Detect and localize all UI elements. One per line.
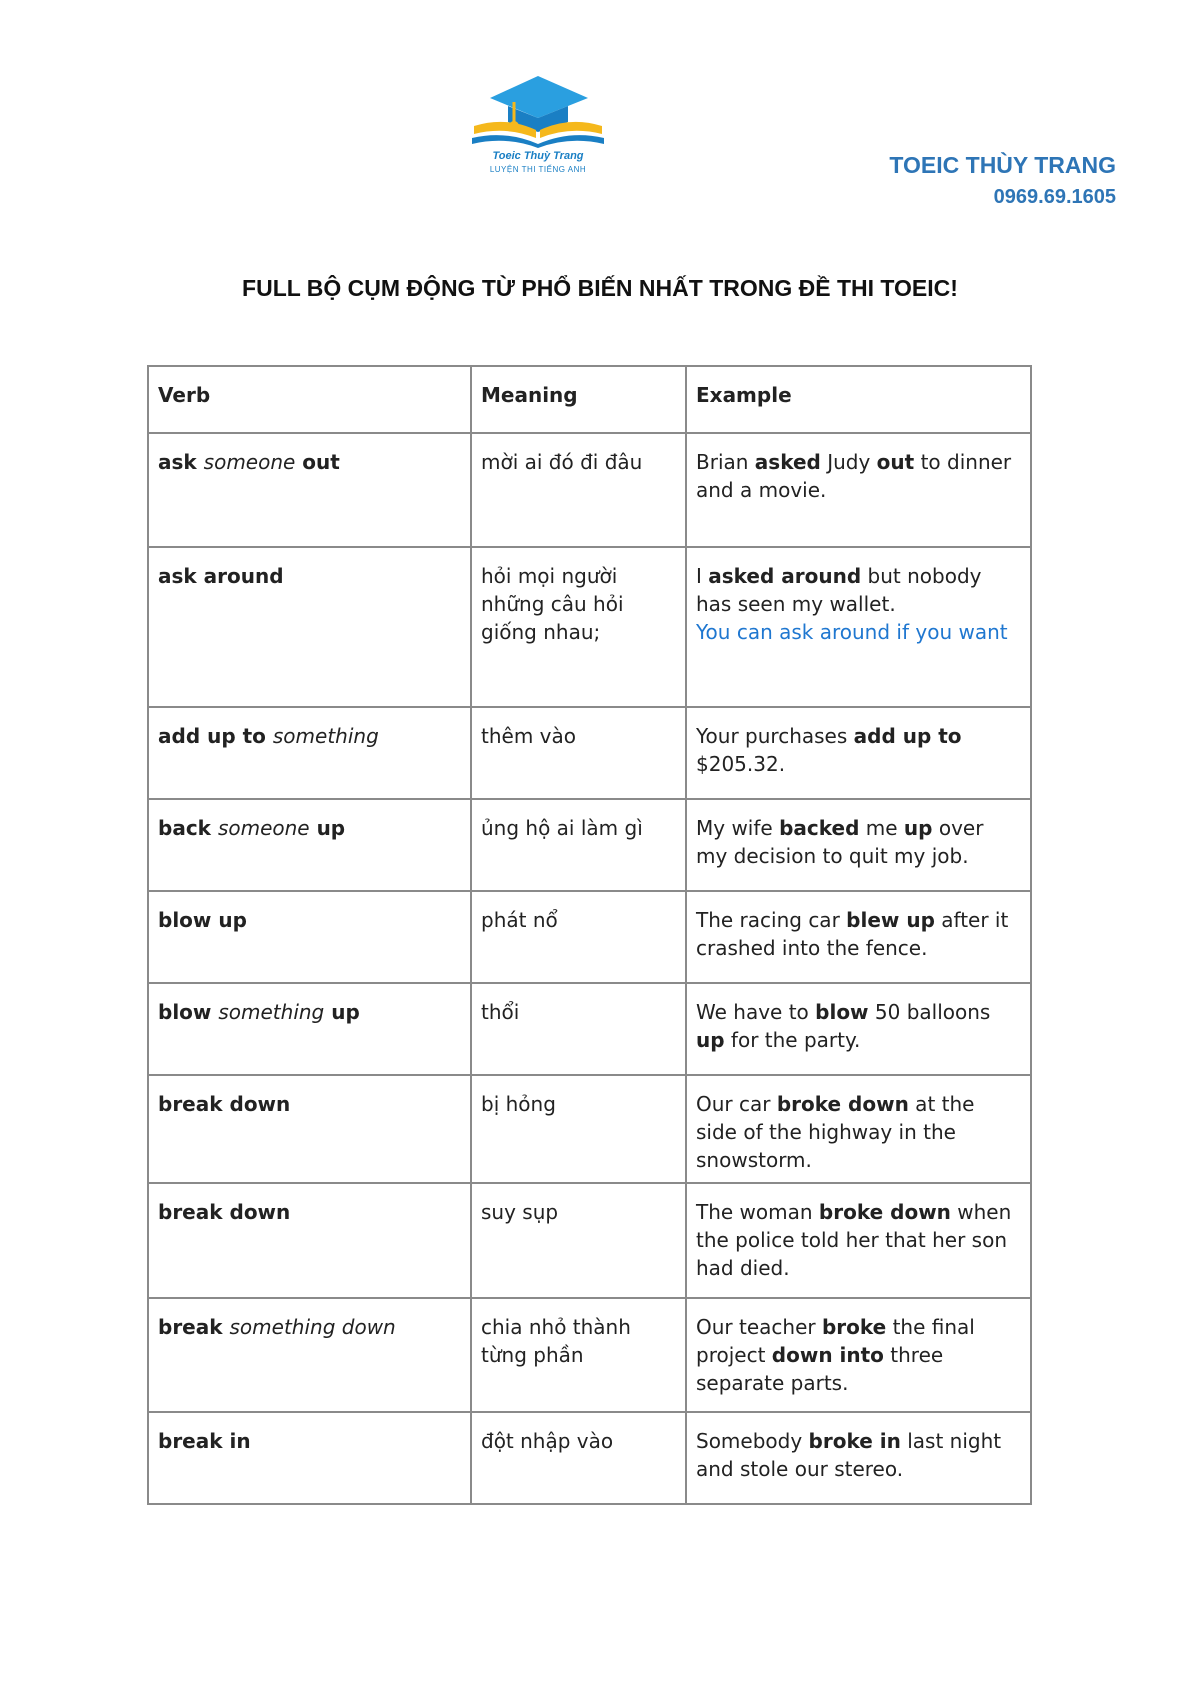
verb-cell-text: something: [218, 1000, 325, 1024]
meaning-text: mời ai đó đi đâu: [481, 450, 643, 474]
verb-cell-text: out: [295, 450, 340, 474]
example-cell-text: but nobody has seen my wallet.: [696, 564, 982, 616]
example-cell-text: me: [859, 816, 904, 840]
meaning-cell: [471, 891, 686, 983]
logo-tagline: LUYỆN THI TIẾNG ANH: [489, 165, 587, 174]
meaning-cell: [471, 983, 686, 1075]
verb-cell-text: someone: [217, 816, 310, 840]
verb-cell: [148, 1412, 471, 1504]
verb-cell-text: up: [324, 1000, 360, 1024]
meaning-text: hỏi mọi người những câu hỏi giống nhau;: [481, 564, 624, 644]
meaning-cell: [471, 707, 686, 799]
verb-cell: [148, 433, 471, 547]
meaning-text: bị hỏng: [481, 1092, 556, 1116]
meaning-text: suy sụp: [481, 1200, 559, 1224]
example-cell-text: backed: [779, 816, 860, 840]
example-cell-text: Your purchases: [696, 724, 854, 748]
header-meaning-label: Meaning: [481, 383, 578, 407]
verb-cell-text: up: [309, 816, 346, 840]
verb-cell: [148, 891, 471, 983]
verb-cell-text: someone: [203, 450, 296, 474]
meaning-text: thổi: [481, 1000, 520, 1024]
example-cell-text: 50 balloons: [868, 1000, 991, 1024]
meaning-text: thêm vào: [481, 724, 576, 748]
verb-cell-text: blow: [158, 1000, 219, 1024]
verb-cell-text: ask around: [158, 564, 284, 588]
example-cell-text: broke down: [776, 1092, 909, 1116]
example-cell-text: for the party.: [724, 1028, 861, 1052]
meaning-text: chia nhỏ thành từng phần: [481, 1315, 631, 1367]
header-example-label: Example: [696, 383, 792, 407]
meaning-cell: [471, 799, 686, 891]
example-cell-text: Brian: [696, 450, 755, 474]
document-title: FULL BỘ CỤM ĐỘNG TỪ PHỔ BIẾN NHẤT TRONG ĐỀ THI TOEIC!: [242, 275, 958, 301]
example-cell-text: to dinner and a movie.: [696, 450, 1012, 502]
example-cell-text: My wife: [696, 816, 780, 840]
header-verb: [148, 366, 471, 433]
example-cell-text: broke: [821, 1315, 887, 1339]
verb-cell-text: ask: [158, 450, 204, 474]
example-cell-text: We have to: [696, 1000, 816, 1024]
table-row: [148, 983, 1031, 1075]
example-cell-text: asked: [754, 450, 821, 474]
example-cell-text: the final project: [696, 1315, 975, 1367]
table-header-row: [148, 366, 1031, 433]
example-cell: [686, 1183, 1031, 1298]
logo-brand-text: Toeic Thuỳ Trang: [492, 150, 584, 162]
example-cell-text: The woman: [696, 1200, 819, 1224]
verb-cell-text: blow up: [158, 908, 247, 932]
example-cell: [686, 891, 1031, 983]
table-row: [148, 707, 1031, 799]
example-cell-text: Our car: [696, 1092, 777, 1116]
brand-name: TOEIC THÙY TRANG: [889, 152, 1116, 178]
verb-cell: [148, 1183, 471, 1298]
verb-cell: [148, 1298, 471, 1412]
verb-cell: [148, 983, 471, 1075]
verb-cell-text: break: [158, 1315, 230, 1339]
example-cell-text: when the police told her that her son had died.: [696, 1200, 1012, 1280]
verb-cell-text: break in: [158, 1429, 251, 1453]
example-cell-text: You can ask around if you want: [696, 620, 1008, 644]
meaning-cell: [471, 547, 686, 707]
meaning-cell: [471, 1412, 686, 1504]
table-row: [148, 1298, 1031, 1412]
example-cell: [686, 799, 1031, 891]
example-cell: [686, 547, 1031, 707]
example-cell-text: last night and stole our stereo.: [696, 1429, 1002, 1481]
example-cell-text: out: [876, 450, 915, 474]
example-cell-text: asked around: [708, 564, 862, 588]
example-cell: [686, 1075, 1031, 1183]
example-cell-text: at the side of the highway in the snowstorm.: [696, 1092, 975, 1172]
table-row: [148, 547, 1031, 707]
example-cell-text: Somebody: [696, 1429, 809, 1453]
table-row: [148, 1075, 1031, 1183]
example-cell-text: after it crashed into the fence.: [696, 908, 1009, 960]
example-cell-text: blow: [815, 1000, 869, 1024]
example-cell-text: up: [696, 1028, 725, 1052]
table-row: [148, 799, 1031, 891]
brand-phone: 0969.69.1605: [993, 186, 1116, 208]
meaning-cell: [471, 1183, 686, 1298]
example-cell: [686, 433, 1031, 547]
example-cell-text: The racing car: [696, 908, 847, 932]
example-cell-text: over my decision to quit my job.: [696, 816, 984, 868]
verb-cell-text: something: [272, 724, 379, 748]
graduation-book-icon: [468, 68, 608, 150]
table-row: [148, 1412, 1031, 1504]
verb-cell: [148, 799, 471, 891]
header-example: [686, 366, 1031, 433]
verb-cell-text: add up to: [158, 724, 273, 748]
verb-cell: [148, 547, 471, 707]
meaning-text: đột nhập vào: [481, 1429, 614, 1453]
example-cell-text: up: [903, 816, 933, 840]
verb-cell-text: something down: [229, 1315, 396, 1339]
table-row: [148, 433, 1031, 547]
verb-cell: [148, 707, 471, 799]
verb-cell-text: break down: [158, 1092, 291, 1116]
table-row: [148, 1183, 1031, 1298]
example-cell-text: Our teacher: [696, 1315, 822, 1339]
example-cell-text: broke in: [808, 1429, 901, 1453]
example-cell: [686, 1298, 1031, 1412]
example-cell-text: down into: [771, 1343, 884, 1367]
meaning-text: phát nổ: [481, 908, 558, 932]
example-cell-text: add up to: [853, 724, 962, 748]
meaning-cell: [471, 1075, 686, 1183]
example-cell-text: I: [696, 564, 709, 588]
verb-cell-text: break down: [158, 1200, 291, 1224]
example-cell: [686, 1412, 1031, 1504]
header-verb-label: Verb: [158, 383, 211, 407]
phrasal-verb-table: [147, 365, 1032, 1505]
logo: [468, 68, 608, 184]
meaning-cell: [471, 433, 686, 547]
meaning-text: ủng hộ ai làm gì: [481, 816, 643, 840]
verb-cell-text: back: [158, 816, 218, 840]
phrasal-verb-table-body: [148, 366, 1031, 1504]
table-row: [148, 891, 1031, 983]
meaning-cell: [471, 1298, 686, 1412]
example-cell-text: blew up: [846, 908, 935, 932]
example-cell-text: Judy: [820, 450, 877, 474]
example-cell: [686, 707, 1031, 799]
example-cell: [686, 983, 1031, 1075]
verb-cell: [148, 1075, 471, 1183]
example-cell-text: broke down: [818, 1200, 951, 1224]
example-cell-text: three separate parts.: [696, 1343, 944, 1395]
header-meaning: [471, 366, 686, 433]
example-cell-text: $205.32.: [696, 752, 786, 776]
